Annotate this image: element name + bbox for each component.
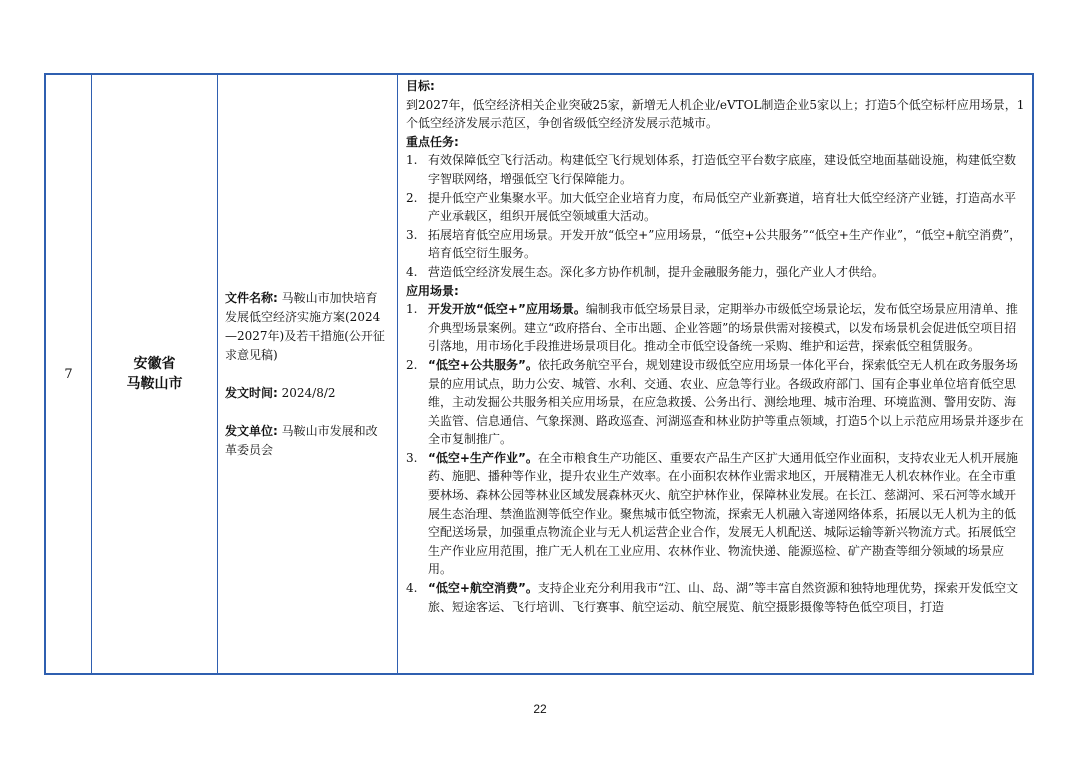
scenario-item [406, 300, 1026, 356]
issue-time-line [225, 384, 389, 403]
scenarios-heading: 应用场景: [406, 283, 459, 298]
file-name: 马鞍山市加快培育发展低空经济实施方案(2024—2027年)及若干措施(公开征求意见稿) [225, 290, 385, 362]
content-cell [398, 75, 1032, 673]
scenario-text: 支持企业充分利用我市“江、山、岛、湖”等丰富自然资源和独特地理优势，探索开发低空文旅、短途客运、飞行培训、飞行赛事、航空运动、航空展览、航空摄影摄像等特色低空项目，打造 [428, 581, 1019, 614]
page-number: 22 [533, 702, 547, 716]
scenario-body [428, 356, 1026, 449]
scenario-title: “低空+公共服务”。 [428, 357, 538, 372]
issue-time-label: 发文时间: [225, 385, 278, 400]
scenario-number: 2. [406, 357, 418, 372]
task-number: 3. [406, 227, 418, 242]
issuer-label: 发文单位: [225, 423, 278, 438]
file-name-line [225, 289, 389, 365]
task-text: 提升低空产业集聚水平。加大低空企业培育力度，布局低空产业新赛道，培育壮大低空经济产业链，打造高水平产业承载区，组织开展低空领域重大活动。 [428, 190, 1017, 224]
issue-time: 2024/8/2 [281, 385, 336, 400]
file-name-label: 文件名称: [225, 290, 278, 305]
scenario-body [428, 579, 1026, 616]
scenario-body [428, 449, 1026, 579]
scenario-text: 在全市粮食生产功能区、重要农产品生产区扩大通用低空作业面积，支持农业无人机开展施药、施肥、播种等作业，提升农业生产效率。在小面积农林作业需求地区，开展精准无人机农林作业。在全市重要林场、森林公园等林业区域发展森林灭火、航空护林作业，保障林业发展。在长江、慈湖河、采石河等水域开展生态治理、禁渔监测等低空作业。聚焦城市低空物流，探索无人机融入寄递网络体系，拓展以无人机为主的低空配送场景，加强重点物流企业与无人机运营企业合作，发展无人机配送、城际运输等新兴物流方式。拓展低空生产作业应用范围，推广无人机在工业应用、农林作业、物流快递、能源巡检、矿产勘查等细分领域的场景应用。 [428, 450, 1018, 577]
scenario-number: 3. [406, 450, 418, 465]
policy-table [44, 73, 1034, 675]
scenario-number: 1. [406, 302, 418, 317]
region-province: 安徽省 [133, 356, 176, 372]
task-number: 4. [406, 264, 418, 279]
task-item [406, 151, 1026, 188]
issuer-line [225, 422, 389, 460]
row-number-cell [46, 75, 92, 673]
task-item [406, 226, 1026, 263]
file-info-cell [218, 75, 398, 673]
task-text: 有效保障低空飞行活动。构建低空飞行规划体系，打造低空平台数字底座，建设低空地面基础设施，构建低空数字智联网络，增强低空飞行保障能力。 [428, 153, 1017, 186]
scenario-body [428, 300, 1026, 356]
tasks-heading: 重点任务: [406, 134, 459, 149]
goal-text: 到2027年，低空经济相关企业突破25家，新增无人机企业/eVTOL制造企业5家以上；打造5个低空标杆应用场景，1个低空经济发展示范区，争创省级低空经济发展示范城市。 [406, 97, 1025, 131]
task-item [406, 189, 1026, 226]
scenario-item [406, 356, 1026, 449]
scenario-title: “低空+航空消费”。 [428, 581, 538, 596]
region-name [127, 354, 183, 394]
task-number: 1. [406, 153, 418, 168]
task-text: 拓展培育低空应用场景。开发开放“低空+”应用场景，“低空+公共服务”“低空+生产作业”，“低空+航空消费”，培育低空衍生服务。 [428, 227, 1022, 261]
goal-heading: 目标: [406, 79, 435, 93]
scenario-item [406, 449, 1026, 579]
issuer: 马鞍山市发展和改革委员会 [225, 423, 378, 457]
scenario-item [406, 579, 1026, 616]
scenario-title: 开发开放“低空+”应用场景。 [428, 302, 586, 317]
task-number: 2. [406, 190, 418, 205]
scenario-text: 依托政务航空平台，规划建设市级低空应用场景一体化平台，探索低空无人机在政务服务场景的应用试点，助力公安、城管、水利、交通、农业、应急等行业。各级政府部门、国有企事业单位培育低空思维，主动发掘公共服务相关应用场景，在应急救援、公务出行、测绘地理、城市治理、环境监测、警用安防、海关监管、信息通信、气象探测、路政巡查、河湖巡查和林业防护等重点领域，打造5个以上示范应用场景并逐步在全市复制推广。 [428, 357, 1024, 447]
task-text: 营造低空经济发展生态。深化多方协作机制，提升金融服务能力，强化产业人才供给。 [428, 264, 885, 279]
scenario-number: 4. [406, 581, 418, 596]
region-cell [92, 75, 218, 673]
scenario-text: 编制我市低空场景目录，定期举办市级低空场景论坛，发布低空场景应用清单、推介典型场景案例。建立“政府搭台、全市出题、企业答题”的场景供需对接模式，以发布场景机会促进低空项目招引落地，用市场化手段推进场景项目化。推动全市低空设备统一采购、维护和运营，探索低空租赁服务。 [428, 302, 1018, 354]
task-item [406, 263, 1026, 282]
region-city: 马鞍山市 [126, 376, 183, 392]
row-number: 7 [64, 366, 73, 382]
scenario-title: “低空+生产作业”。 [428, 450, 538, 465]
